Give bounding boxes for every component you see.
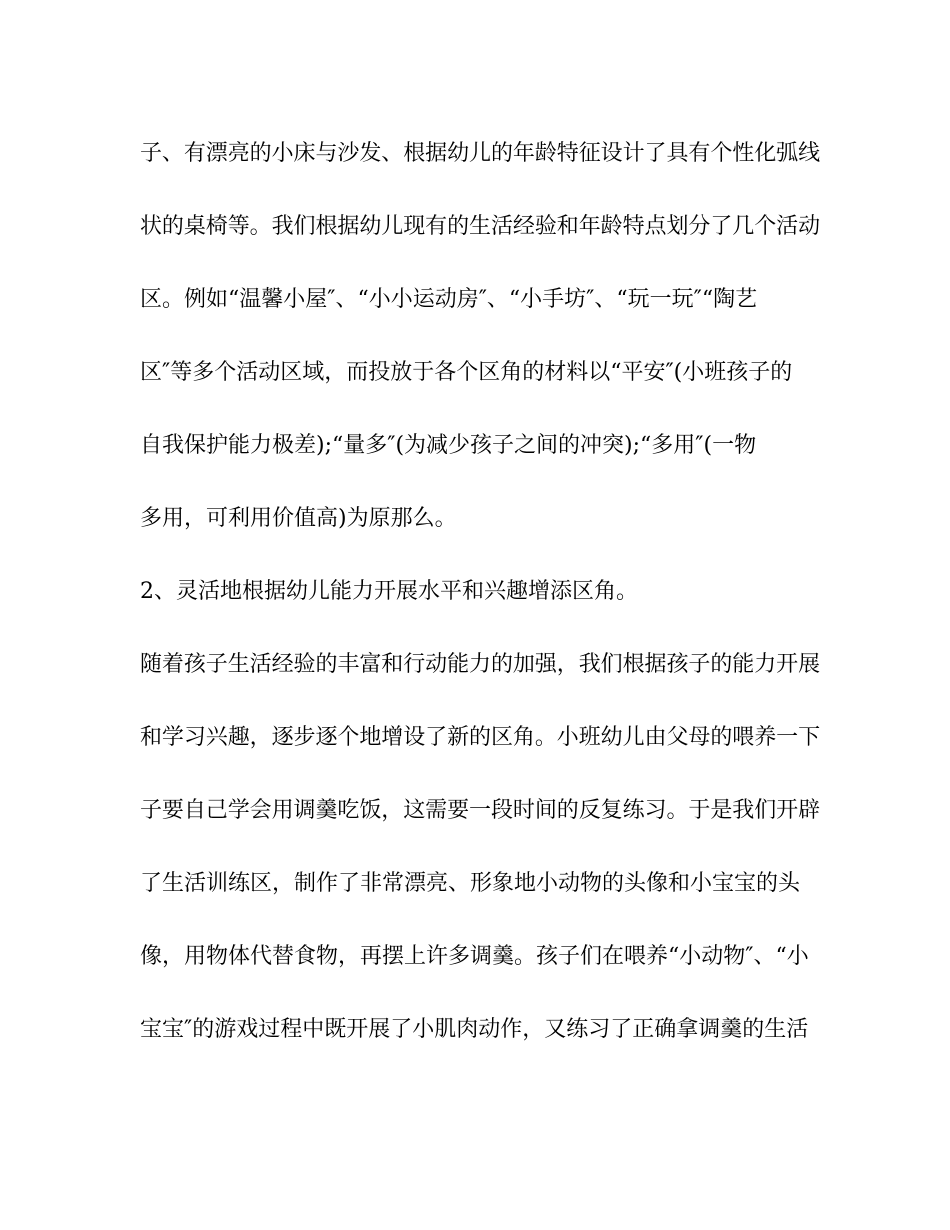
text-line: 随着孩子生活经验的丰富和行动能力的加强，我们根据孩子的能力开展: [140, 652, 821, 677]
text-line: 像，用物体代替食物，再摆上许多调羹。孩子们在喂养“小动物″、“小: [140, 944, 809, 969]
text-line: 区″等多个活动区域，而投放于各个区角的材料以“平安″(小班孩子的: [140, 360, 793, 385]
text-line: 多用，可利用价值高)为原那么。: [140, 506, 457, 531]
text-line: 状的桌椅等。我们根据幼儿现有的生活经验和年龄特点划分了几个活动: [140, 214, 821, 239]
text-line: 区。例如“温馨小屋″、“小小运动房″、“小手坊″、“玩一玩″“陶艺: [140, 287, 758, 312]
text-line: 宝宝″的游戏过程中既开展了小肌肉动作，又练习了正确拿调羹的生活: [140, 1017, 809, 1042]
text-line: 自我保护能力极差);“量多″(为减少孩子之间的冲突);“多用″(一物: [140, 433, 757, 458]
text-line: 了生活训练区，制作了非常漂亮、形象地小动物的头像和小宝宝的头: [140, 871, 801, 896]
text-line: 子、有漂亮的小床与沙发、根据幼儿的年龄特征设计了具有个性化弧线: [140, 141, 821, 166]
text-line: 子要自己学会用调羹吃饭，这需要一段时间的反复练习。于是我们开辟: [140, 798, 821, 823]
section-heading: 2、灵活地根据幼儿能力开展水平和兴趣增添区角。: [140, 579, 638, 604]
text-line: 和学习兴趣，逐步逐个地增设了新的区角。小班幼儿由父母的喂养一下: [140, 725, 821, 750]
